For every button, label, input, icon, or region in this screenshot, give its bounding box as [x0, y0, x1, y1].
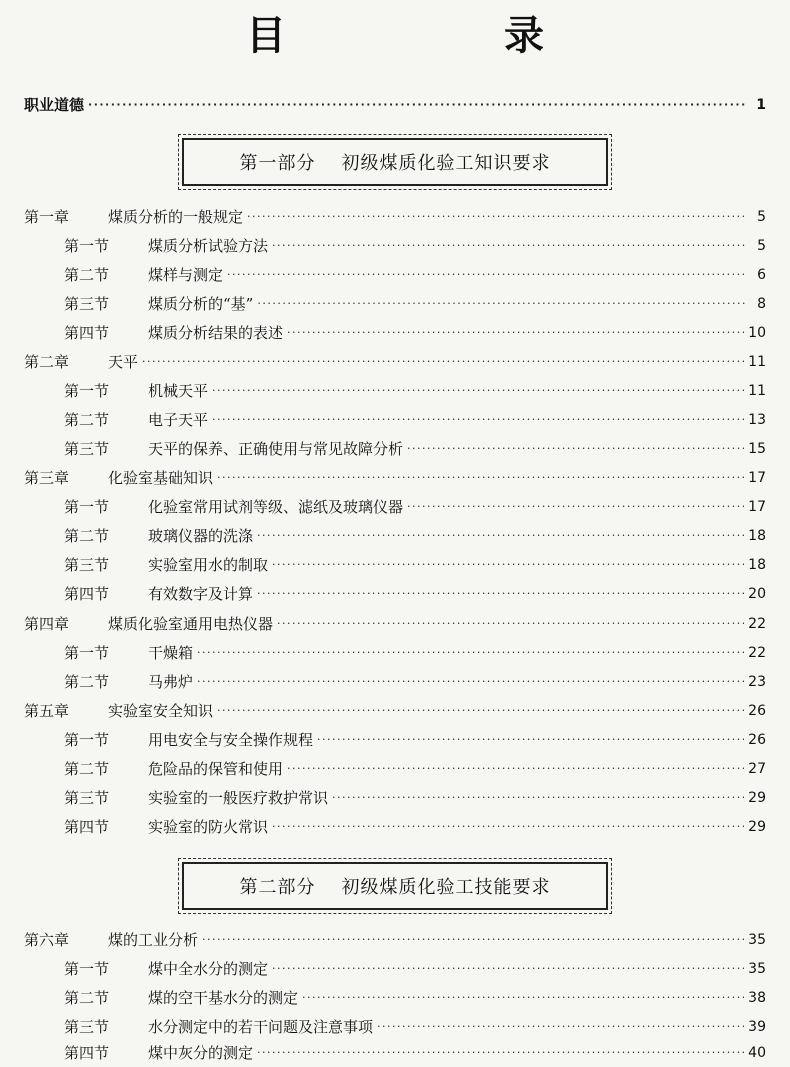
toc-page-number: 26 — [748, 703, 766, 719]
section-number: 第二节 — [64, 527, 110, 545]
section-title: 煤中灰分的测定 — [148, 1044, 254, 1062]
dot-leader — [407, 493, 744, 521]
toc-entry-prelim[interactable] — [24, 91, 766, 119]
toc-page-number: 35 — [748, 932, 766, 948]
toc-section[interactable] — [64, 813, 766, 841]
section-title: 实验室用水的制取 — [148, 556, 269, 574]
section-title: 天平的保养、正确使用与常见故障分析 — [148, 440, 404, 458]
section-title: 煤质分析的“基” — [148, 295, 254, 313]
toc-section[interactable] — [64, 1013, 766, 1041]
section-number: 第三节 — [64, 440, 110, 458]
toc-section[interactable] — [64, 551, 766, 579]
section-title: 实验室的一般医疗救护常识 — [148, 789, 329, 807]
part-title: 初级煤质化验工知识要求 — [341, 153, 551, 174]
part-heading-1 — [182, 138, 608, 186]
chapter-number: 第一章 — [24, 208, 70, 226]
section-number: 第一节 — [64, 237, 110, 255]
toc-chapter-1[interactable] — [24, 203, 766, 231]
section-number: 第四节 — [64, 1044, 110, 1062]
chapter-title: 化验室基础知识 — [108, 469, 214, 487]
section-number: 第四节 — [64, 818, 110, 836]
dot-leader — [272, 955, 744, 983]
chapter-title: 煤质分析的一般规定 — [108, 208, 244, 226]
section-number: 第二节 — [64, 266, 110, 284]
toc-section[interactable] — [64, 319, 766, 347]
section-title: 危险品的保管和使用 — [148, 760, 284, 778]
toc-page-number: 15 — [748, 441, 766, 457]
dot-leader — [257, 580, 744, 608]
chapter-number: 第二章 — [24, 353, 70, 371]
toc-section[interactable] — [64, 261, 766, 289]
page-title: 目 录 — [246, 13, 646, 59]
toc-section[interactable] — [64, 668, 766, 696]
toc-page-number: 22 — [748, 645, 766, 661]
toc-page-number: 11 — [748, 383, 766, 399]
section-number: 第二节 — [64, 989, 110, 1007]
toc-section[interactable] — [64, 726, 766, 754]
dot-leader — [257, 522, 744, 550]
toc-section[interactable] — [64, 290, 766, 318]
toc-section[interactable] — [64, 435, 766, 463]
dot-leader — [287, 319, 744, 347]
dot-leader — [272, 813, 744, 841]
dot-leader — [302, 984, 744, 1012]
section-title: 实验室的防火常识 — [148, 818, 269, 836]
dot-leader — [212, 406, 744, 434]
toc-page-number: 38 — [748, 990, 766, 1006]
toc-page-number: 17 — [748, 470, 766, 486]
section-number: 第三节 — [64, 1018, 110, 1036]
dot-leader — [377, 1013, 744, 1041]
section-number: 第一节 — [64, 960, 110, 978]
dot-leader — [257, 1039, 744, 1067]
toc-page-number: 29 — [748, 819, 766, 835]
toc-section[interactable] — [64, 232, 766, 260]
toc-page-number: 1 — [756, 97, 766, 113]
chapter-title: 天平 — [108, 353, 139, 371]
toc-page-number: 18 — [748, 528, 766, 544]
chapter-number: 第五章 — [24, 702, 70, 720]
toc-page-number: 10 — [748, 325, 766, 341]
section-title: 马弗炉 — [148, 673, 194, 691]
toc-entry-title: 职业道德 — [24, 96, 85, 114]
section-title: 煤样与测定 — [148, 266, 224, 284]
toc-chapter-2[interactable] — [24, 348, 766, 376]
toc-section[interactable] — [64, 377, 766, 405]
section-number: 第二节 — [64, 411, 110, 429]
toc-section[interactable] — [64, 406, 766, 434]
section-number: 第一节 — [64, 382, 110, 400]
section-title: 煤质分析结果的表述 — [148, 324, 284, 342]
dot-leader — [272, 551, 744, 579]
toc-section[interactable] — [64, 755, 766, 783]
section-title: 有效数字及计算 — [148, 585, 254, 603]
toc-section[interactable] — [64, 955, 766, 983]
dot-leader — [202, 926, 744, 954]
dot-leader — [142, 348, 744, 376]
dot-leader — [247, 203, 746, 231]
toc-section[interactable] — [64, 639, 766, 667]
part-title: 初级煤质化验工技能要求 — [341, 877, 551, 898]
toc-page-number: 17 — [748, 499, 766, 515]
section-number: 第二节 — [64, 760, 110, 778]
section-number: 第二节 — [64, 673, 110, 691]
dot-leader — [407, 435, 744, 463]
toc-chapter-3[interactable] — [24, 464, 766, 492]
section-title: 用电安全与安全操作规程 — [148, 731, 314, 749]
chapter-title: 煤质化验室通用电热仪器 — [108, 615, 274, 633]
dot-leader — [257, 290, 746, 318]
section-number: 第四节 — [64, 585, 110, 603]
dot-leader — [287, 755, 744, 783]
part-label: 第一部分 — [239, 153, 316, 174]
toc-page-number: 5 — [757, 238, 766, 254]
toc-section[interactable] — [64, 784, 766, 812]
toc-section[interactable] — [64, 984, 766, 1012]
section-number: 第四节 — [64, 324, 110, 342]
dot-leader — [88, 91, 746, 119]
chapter-title: 实验室安全知识 — [108, 702, 214, 720]
part-heading-2 — [182, 862, 608, 910]
toc-page-number: 35 — [748, 961, 766, 977]
toc-page-number: 39 — [748, 1019, 766, 1035]
toc-page-number: 29 — [748, 790, 766, 806]
dot-leader — [227, 261, 746, 289]
toc-page-number: 6 — [757, 267, 766, 283]
toc-page-number: 5 — [757, 209, 766, 225]
toc-page-number: 40 — [748, 1045, 766, 1061]
dot-leader — [212, 377, 744, 405]
chapter-title: 煤的工业分析 — [108, 931, 199, 949]
dot-leader — [197, 639, 744, 667]
section-title: 煤的空干基水分的测定 — [148, 989, 299, 1007]
toc-section[interactable] — [64, 580, 766, 608]
toc-page-number: 26 — [748, 732, 766, 748]
chapter-number: 第四章 — [24, 615, 70, 633]
section-number: 第三节 — [64, 295, 110, 313]
section-title: 煤中全水分的测定 — [148, 960, 269, 978]
section-title: 机械天平 — [148, 382, 209, 400]
toc-page-number: 27 — [748, 761, 766, 777]
section-title: 化验室常用试剂等级、滤纸及玻璃仪器 — [148, 498, 404, 516]
toc-chapter-4[interactable] — [24, 610, 766, 638]
chapter-number: 第三章 — [24, 469, 70, 487]
toc-page-number: 23 — [748, 674, 766, 690]
toc-section[interactable] — [64, 493, 766, 521]
section-title: 电子天平 — [148, 411, 209, 429]
toc-chapter-6[interactable] — [24, 926, 766, 954]
dot-leader — [277, 610, 744, 638]
dot-leader — [197, 668, 744, 696]
toc-page-number: 11 — [748, 354, 766, 370]
toc-chapter-5[interactable] — [24, 697, 766, 725]
chapter-number: 第六章 — [24, 931, 70, 949]
section-number: 第一节 — [64, 498, 110, 516]
dot-leader — [332, 784, 744, 812]
section-number: 第一节 — [64, 731, 110, 749]
dot-leader — [217, 697, 744, 725]
toc-page-number: 13 — [748, 412, 766, 428]
toc-page-number: 20 — [748, 586, 766, 602]
dot-leader — [272, 232, 746, 260]
section-title: 干燥箱 — [148, 644, 194, 662]
toc-page-number: 22 — [748, 616, 766, 632]
part-label: 第二部分 — [239, 877, 316, 898]
section-title: 水分测定中的若干问题及注意事项 — [148, 1018, 374, 1036]
section-number: 第三节 — [64, 789, 110, 807]
toc-section[interactable] — [64, 1039, 766, 1067]
toc-section[interactable] — [64, 522, 766, 550]
section-title: 煤质分析试验方法 — [148, 237, 269, 255]
dot-leader — [217, 464, 744, 492]
dot-leader — [317, 726, 744, 754]
toc-page-number: 18 — [748, 557, 766, 573]
toc-page-number: 8 — [757, 296, 766, 312]
section-title: 玻璃仪器的洗涤 — [148, 527, 254, 545]
section-number: 第一节 — [64, 644, 110, 662]
section-number: 第三节 — [64, 556, 110, 574]
